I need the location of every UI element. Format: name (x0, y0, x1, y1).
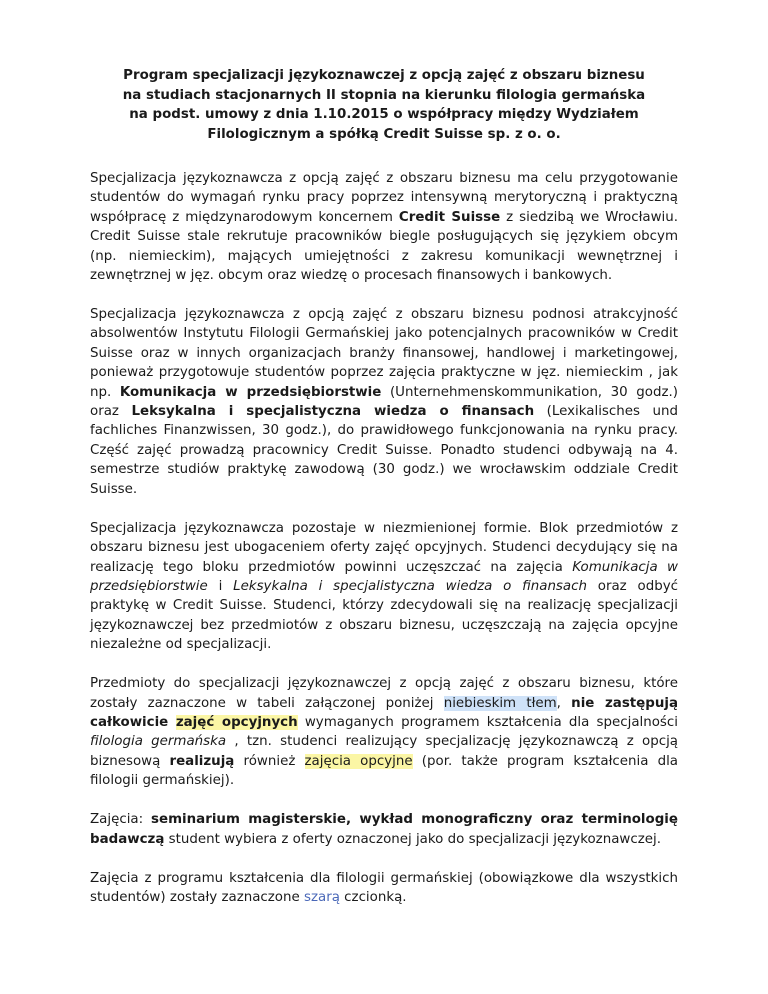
p2-text-a: Specjalizacja językoznawcza z opcją zajęć z obszaru biznesu podnosi atrakcyjność absolwentów Instytutu Filologii Germańskiej jako potencjalnych pracowników w Credit Suisse oraz w innych organizacjach branży finansowej, handlowej i marketingowej, ponieważ przygotowuje studentów poprzez zajęcia praktyczne w jęz. niemieckim , jak np. (90, 307, 678, 400)
p2-text-c: (Unternehmenskommunikation, 30 godz.) oraz (90, 384, 678, 420)
p6-text-c: czcionką. (339, 889, 407, 905)
document-title (90, 66, 678, 144)
paragraph-5 (90, 810, 678, 849)
p5-text-a: Zajęcia: (90, 812, 152, 828)
p3-course-communication: Komunikacja w przedsiębiorstwie (90, 559, 678, 594)
p4-italic-specialty: filologia germańska (90, 734, 227, 750)
title-line-2: na studiach stacjonarnych II stopnia na kierunku filologia germańska (122, 87, 646, 103)
p4-text-h: , tzn. studenci realizujący specjalizację językoznawczą z opcją biznesową (90, 734, 678, 769)
p4-text-f: wymaganych programem kształcenia dla specjalności (297, 714, 678, 730)
p5-bold-courses: seminarium magisterskie, wykład monograficzny oraz terminologię badawczą (90, 812, 678, 847)
p4-text-j: również (234, 753, 305, 769)
p3-text-c: i (207, 578, 234, 594)
p4-bold-realize: realizują (169, 753, 235, 769)
p4-blue-highlight: niebieskim tłem (443, 695, 557, 711)
paragraph-1 (90, 169, 678, 285)
p2-course-communication: Komunikacja w przedsiębiorstwie (119, 384, 382, 400)
p1-text-c: z siedzibą we Wrocławiu. Credit Suisse stale rekrutuje pracowników biegle posługujących się językiem obcym (np. niemieckim), mających umiejętności z zakresu komunikacji wewnętrznej i zewnętrznej w jęz. obcym oraz wiedzę o procesach finansowych i bankowych. (90, 209, 679, 284)
title-line-3: na podst. umowy z dnia 1.10.2015 o współpracy między Wydziałem (129, 107, 639, 122)
p4-text-a: Przedmioty do specjalizacji językoznawczej z opcją zajęć z obszaru biznesu, które zostały zaznaczone w tabeli załączonej poniżej (90, 676, 678, 711)
title-line-4: Filologicznym a spółką Credit Suisse sp. z o. o. (207, 126, 561, 142)
p3-course-finance: Leksykalna i specjalistyczna wiedza o finansach (233, 578, 587, 594)
p1-text-a: Specjalizacja językoznawcza z opcją zajęć z obszaru biznesu ma celu przygotowanie studentów do wymagań rynku pracy poprzez intensywną merytoryczną i praktyczną współpracę z międzynarodowym koncernem (90, 171, 678, 225)
p4-text-l: (por. także program kształcenia dla filologii germańskiej). (90, 753, 679, 789)
p6-gray-word: szarą (303, 889, 340, 905)
p6-text-a: Zajęcia z programu kształcenia dla filologii germańskiej (obowiązkowe dla wszystkich studentów) zostały zaznaczone (90, 870, 678, 905)
p5-text-c: student wybiera z oferty oznaczonej jako do specjalizacji językoznawczej. (164, 831, 661, 847)
p1-credit-suisse: Credit Suisse (398, 209, 501, 225)
paragraph-4 (90, 674, 678, 790)
title-line-1: Program specjalizacji językoznawczej z opcją zajęć z obszaru biznesu (123, 68, 645, 83)
p2-course-finance: Leksykalna i specjalistyczna wiedza o finansach (131, 404, 535, 420)
p4-yellow-optional: zajęć opcyjnych (175, 714, 298, 730)
p4-text-c: , (556, 695, 572, 711)
paragraph-3 (90, 519, 678, 655)
p3-text-a: Specjalizacja językoznawcza pozostaje w niezmienionej formie. Blok przedmiotów z obszaru biznesu jest ubogaceniem oferty zajęć opcyjnych. Studenci decydujący się na realizację tego bloku przedmiotów powinni uczęszczać na zajęcia (90, 520, 678, 575)
p4-bold-not-replace: nie zastępują całkowicie (90, 695, 679, 730)
p3-text-e: oraz odbyć praktykę w Credit Suisse. Studenci, którzy zdecydowali się na realizację specjalizacji językoznawczej bez przedmiotów z obszaru biznesu, uczęszczają na zajęcia opcyjne niezależne od specjalizacji. (90, 578, 678, 653)
paragraph-2 (90, 305, 678, 499)
p4-yellow-classes: zajęcia opcyjne (304, 753, 413, 769)
paragraph-6 (90, 869, 678, 908)
p2-text-e: (Lexikalisches und fachliches Finanzwissen, 30 godz.), do prawidłowego funkcjonowania na rynku pracy. Część zajęć prowadzą pracownicy Credit Suisse. Ponadto studenci odbywają na 4. semestrze studiów praktykę zawodową (30 godz.) we wrocławskim oddziale Credit Suisse. (90, 404, 678, 497)
